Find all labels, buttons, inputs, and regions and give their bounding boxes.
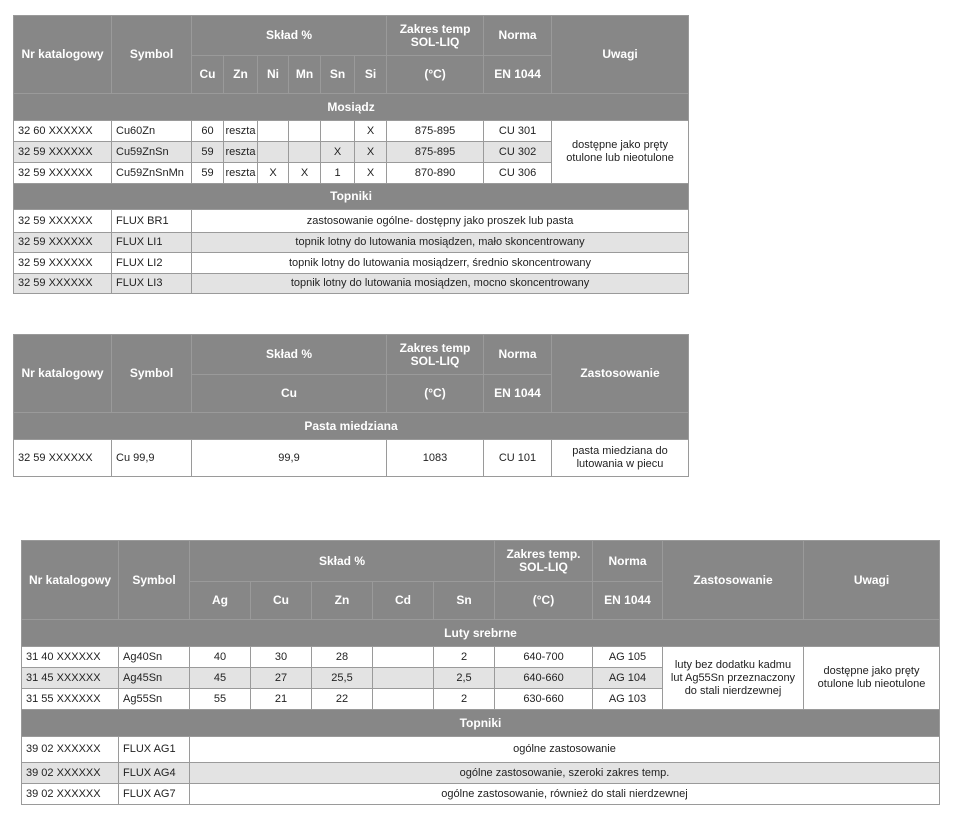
header-sklad: Skład % [190,541,495,582]
cell-nr: 31 45 XXXXXX [22,668,119,689]
cell-sn: 1 [321,163,355,184]
cell-temp: 1083 [387,440,484,477]
header-en: EN 1044 [484,375,552,413]
header-unit: (°C) [387,56,484,94]
header-si: Si [355,56,387,94]
header-sklad: Skład % [192,335,387,375]
header-norma: Norma [484,16,552,56]
header-sklad: Skład % [192,16,387,56]
header-nr: Nr katalogowy [14,16,112,94]
section-title: Luty srebrne [22,620,940,647]
cell-symbol: FLUX AG1 [119,737,190,763]
cell-nr: 39 02 XXXXXX [22,763,119,784]
cell-sn: X [321,142,355,163]
cell-cd [373,668,434,689]
header-mn: Mn [289,56,321,94]
cell-zastosowanie-note: luty bez dodatku kadmu lut Ag55Sn przeznaczony do stali nierdzewnej [663,647,804,710]
header-zn: Zn [224,56,258,94]
cell-zn: 28 [312,647,373,668]
cell-zastosowanie: pasta miedziana do lutowania w piecu [552,440,689,477]
cell-description: ogólne zastosowanie [190,737,940,763]
cell-zn: 22 [312,689,373,710]
cell-nr: 39 02 XXXXXX [22,737,119,763]
cell-ag: 55 [190,689,251,710]
header-zn: Zn [312,582,373,620]
cell-temp: 870-890 [387,163,484,184]
cell-description: zastosowanie ogólne- dostępny jako proszek lub pasta [192,210,689,233]
cell-mn [289,121,321,142]
cell-si: X [355,121,387,142]
cell-description: topnik lotny do lutowania mosiądzen, mocno skoncentrowany [192,274,689,294]
header-cu: Cu [192,56,224,94]
cell-symbol: FLUX BR1 [112,210,192,233]
cell-symbol: FLUX AG4 [119,763,190,784]
cell-symbol: Cu 99,9 [112,440,192,477]
header-symbol: Symbol [112,335,192,413]
header-norma: Norma [593,541,663,582]
cell-description: ogólne zastosowanie, szeroki zakres temp. [190,763,940,784]
cell-cu: 27 [251,668,312,689]
header-unit: (°C) [495,582,593,620]
cell-nr: 32 60 XXXXXX [14,121,112,142]
cell-nr: 32 59 XXXXXX [14,440,112,477]
header-sn: Sn [321,56,355,94]
cell-cd [373,689,434,710]
cell-description: topnik lotny do lutowania mosiądzerr, średnio skoncentrowany [192,253,689,274]
header-zakres: Zakres temp SOL-LIQ [387,16,484,56]
cell-nr: 31 55 XXXXXX [22,689,119,710]
cell-symbol: Ag40Sn [119,647,190,668]
cell-temp: 640-700 [495,647,593,668]
cell-symbol: FLUX LI1 [112,233,192,253]
cell-sn: 2,5 [434,668,495,689]
cell-temp: 875-895 [387,121,484,142]
header-zakres: Zakres temp SOL-LIQ [387,335,484,375]
cell-symbol: Cu59ZnSn [112,142,192,163]
header-nr: Nr katalogowy [22,541,119,620]
cell-norma: AG 104 [593,668,663,689]
cell-symbol: Cu59ZnSnMn [112,163,192,184]
header-ag: Ag [190,582,251,620]
cell-si: X [355,142,387,163]
cell-nr: 32 59 XXXXXX [14,253,112,274]
header-symbol: Symbol [119,541,190,620]
cell-uwagi-note: dostępne jako pręty otulone lub nieotulone [552,121,689,184]
cell-norma: CU 306 [484,163,552,184]
cell-mn [289,142,321,163]
cell-cu: 60 [192,121,224,142]
cell-symbol: Ag55Sn [119,689,190,710]
header-uwagi: Uwagi [552,16,689,94]
cell-symbol: Ag45Sn [119,668,190,689]
cell-norma: AG 105 [593,647,663,668]
cell-cu: 30 [251,647,312,668]
header-nr: Nr katalogowy [14,335,112,413]
cell-sn [321,121,355,142]
cell-norma: CU 301 [484,121,552,142]
cell-zn: reszta [224,142,258,163]
header-uwagi: Uwagi [804,541,940,620]
cell-cu: 99,9 [192,440,387,477]
cell-description: ogólne zastosowanie, również do stali nierdzewnej [190,784,940,805]
header-en: EN 1044 [593,582,663,620]
header-norma: Norma [484,335,552,375]
cell-temp: 630-660 [495,689,593,710]
cell-symbol: Cu60Zn [112,121,192,142]
cell-ag: 45 [190,668,251,689]
cell-ag: 40 [190,647,251,668]
cell-mn: X [289,163,321,184]
header-sn: Sn [434,582,495,620]
header-zastosowanie: Zastosowanie [663,541,804,620]
header-symbol: Symbol [112,16,192,94]
header-cu: Cu [251,582,312,620]
header-cu: Cu [192,375,387,413]
header-en: EN 1044 [484,56,552,94]
cell-zn: reszta [224,121,258,142]
cell-cu: 59 [192,142,224,163]
header-cd: Cd [373,582,434,620]
cell-nr: 39 02 XXXXXX [22,784,119,805]
section-title: Topniki [14,184,689,210]
silver-solder-table [21,540,940,805]
copper-paste-table [13,334,689,477]
cell-nr: 32 59 XXXXXX [14,210,112,233]
cell-symbol: FLUX LI2 [112,253,192,274]
cell-nr: 32 59 XXXXXX [14,274,112,294]
header-unit: (°C) [387,375,484,413]
header-zastosowanie: Zastosowanie [552,335,689,413]
brass-solder-table [13,15,689,294]
cell-cu: 59 [192,163,224,184]
cell-sn: 2 [434,689,495,710]
cell-symbol: FLUX AG7 [119,784,190,805]
cell-cu: 21 [251,689,312,710]
section-title: Mosiądz [14,94,689,121]
cell-nr: 32 59 XXXXXX [14,142,112,163]
cell-sn: 2 [434,647,495,668]
cell-si: X [355,163,387,184]
cell-nr: 32 59 XXXXXX [14,233,112,253]
cell-ni: X [258,163,289,184]
cell-temp: 875-895 [387,142,484,163]
cell-nr: 32 59 XXXXXX [14,163,112,184]
cell-norma: CU 302 [484,142,552,163]
cell-zn: 25,5 [312,668,373,689]
section-title: Topniki [22,710,940,737]
header-ni: Ni [258,56,289,94]
cell-ni [258,121,289,142]
cell-nr: 31 40 XXXXXX [22,647,119,668]
cell-norma: AG 103 [593,689,663,710]
cell-symbol: FLUX LI3 [112,274,192,294]
cell-norma: CU 101 [484,440,552,477]
cell-temp: 640-660 [495,668,593,689]
cell-uwagi-note: dostępne jako pręty otulone lub nieotulone [804,647,940,710]
cell-zn: reszta [224,163,258,184]
cell-ni [258,142,289,163]
section-title: Pasta miedziana [14,413,689,440]
cell-cd [373,647,434,668]
cell-description: topnik lotny do lutowania mosiądzen, mało skoncentrowany [192,233,689,253]
header-zakres: Zakres temp. SOL-LIQ [495,541,593,582]
